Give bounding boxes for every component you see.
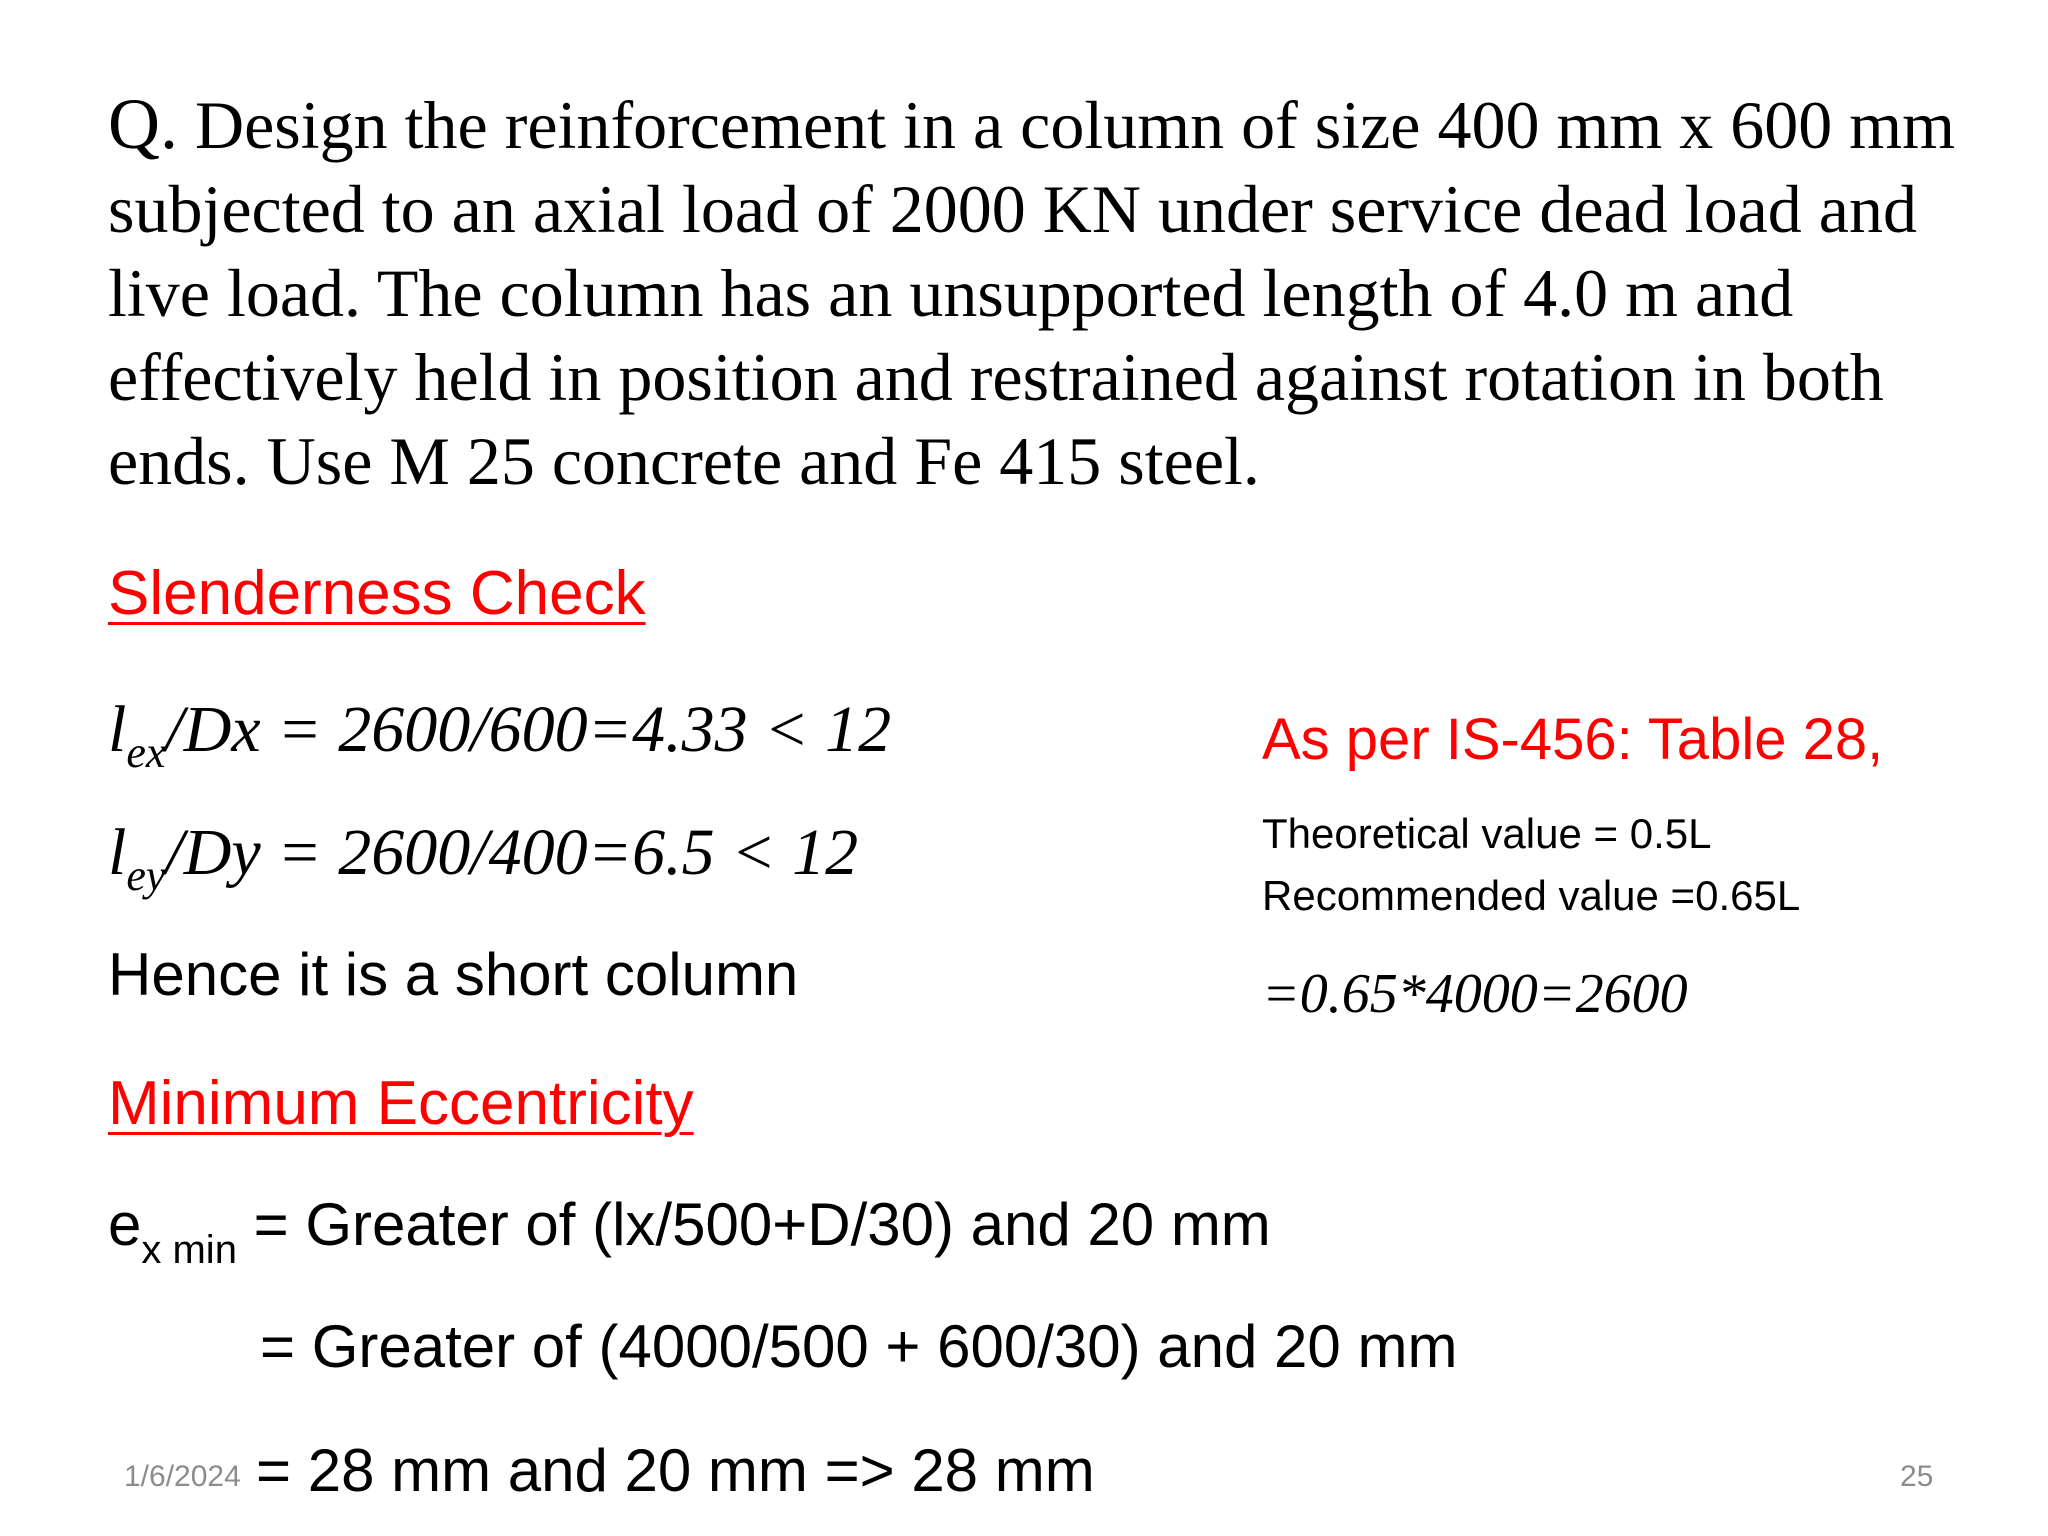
ecc-sub: x min: [141, 1228, 237, 1272]
reference-heading: As per IS-456: Table 28,: [1262, 707, 1884, 772]
eccentricity-substitution: = Greater of (4000/500 + 600/30) and 20 mm: [260, 1313, 1458, 1380]
eq1-lhs: /Dx: [165, 693, 261, 766]
eq1-l: l: [108, 693, 127, 766]
ecc-formula-text: = Greater of (lx/500+D/30) and 20 mm: [236, 1191, 1271, 1258]
eq2-sub: ey: [126, 851, 166, 900]
eq2-rhs: = 2600/400=6.5 < 12: [260, 816, 859, 889]
slenderness-heading: Slenderness Check: [108, 559, 646, 628]
eccentricity-formula: [108, 1190, 1271, 1272]
question-body: Design the reinforcement in a column of size 400 mm x 600 mm subjected to an axial load of 2000 KN under service dead load and live load. The column has an unsupported length of 4.0 m and effectively held in position and restrained against rotation in both ends. Use M 25 concrete and Fe 415 steel.: [108, 87, 1956, 499]
eq2-lhs: /Dy: [165, 816, 261, 889]
eq1-sub: ex: [126, 728, 166, 777]
slenderness-equation-y: [108, 815, 859, 900]
question-text: [108, 82, 2008, 503]
ecc-e: e: [108, 1191, 142, 1258]
effective-length-calc: =0.65*4000=2600: [1262, 963, 1688, 1025]
footer-date: 1/6/2024: [124, 1460, 241, 1493]
slenderness-equation-x: [108, 692, 892, 777]
recommended-value: Recommended value =0.65L: [1262, 872, 1801, 919]
page-number: 25: [1900, 1460, 1934, 1493]
eccentricity-heading: Minimum Eccentricity: [108, 1069, 694, 1138]
eq2-l: l: [108, 816, 127, 889]
eq1-rhs: = 2600/600=4.33 < 12: [260, 693, 892, 766]
question-prefix: Q.: [108, 84, 178, 164]
theoretical-value: Theoretical value = 0.5L: [1262, 810, 1712, 857]
short-column-conclusion: Hence it is a short column: [108, 941, 799, 1008]
eccentricity-result: = 28 mm and 20 mm => 28 mm: [256, 1437, 1095, 1504]
